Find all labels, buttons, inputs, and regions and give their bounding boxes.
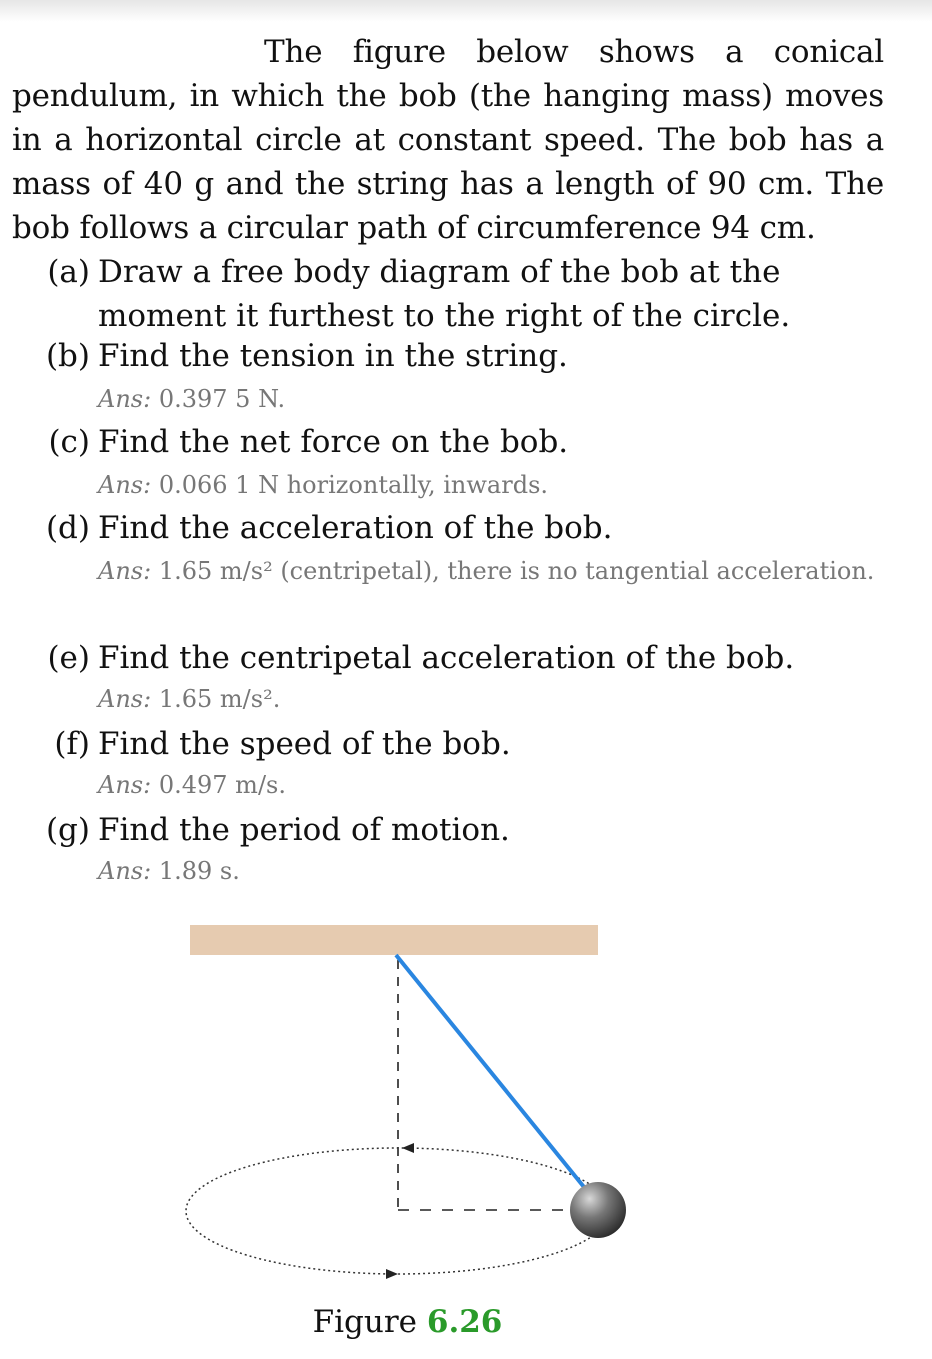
answer-b	[98, 378, 878, 421]
path-arrow-top	[402, 1143, 414, 1153]
part-label: (e)	[47, 640, 90, 676]
answer-value: 0.497 m/s.	[158, 771, 286, 799]
conical-pendulum-figure	[0, 900, 932, 1300]
part-question: Find the net force on the bob.	[98, 424, 569, 460]
answer-label: Ans:	[98, 471, 152, 499]
part-label: (f)	[54, 726, 90, 762]
caption-number: 6.26	[426, 1304, 503, 1340]
path-arrow-bottom	[386, 1269, 398, 1279]
figure-caption	[0, 1304, 815, 1340]
pendulum-string	[396, 955, 588, 1192]
part-question: Find the period of motion.	[98, 812, 510, 848]
part-label: (a)	[47, 254, 90, 290]
answer-e	[98, 678, 878, 721]
part-label: (b)	[45, 338, 90, 374]
answer-value: 0.066 1 N horizontally, inwards.	[158, 471, 549, 499]
part-question: Find the tension in the string.	[98, 338, 568, 374]
part-question: Find the speed of the bob.	[98, 726, 511, 762]
answer-value: 1.65 m/s² (centripetal), there is no tangential acceleration.	[158, 557, 875, 585]
answer-label: Ans:	[98, 771, 152, 799]
answer-g	[98, 850, 878, 893]
part-label: (g)	[45, 812, 90, 848]
answer-value: 0.397 5 N.	[158, 385, 286, 413]
pendulum-bob	[570, 1182, 626, 1238]
problem-intro: The figure below shows a conical pendulum, in which the bob (the hanging mass) moves in a horizontal circle at constant speed. The bob has a mass of 40 g and the string has a length of 90 cm. The bob follows a circular path of circumference 94 cm.	[12, 34, 884, 246]
answer-label: Ans:	[98, 557, 152, 585]
part-question: Draw a free body diagram of the bob at the moment it furthest to the right of the circle.	[98, 254, 791, 334]
answer-label: Ans:	[98, 857, 152, 885]
ceiling-support	[190, 925, 598, 955]
part-label: (d)	[45, 510, 90, 546]
answer-c	[98, 464, 878, 507]
answer-value: 1.65 m/s².	[158, 685, 281, 713]
caption-prefix: Figure	[312, 1304, 418, 1340]
answer-value: 1.89 s.	[158, 857, 240, 885]
part-question: Find the centripetal acceleration of the bob.	[98, 640, 795, 676]
top-shadow	[0, 0, 932, 22]
answer-label: Ans:	[98, 685, 152, 713]
answer-d	[98, 550, 878, 593]
part-question: Find the acceleration of the bob.	[98, 510, 613, 546]
answer-f	[98, 764, 878, 807]
answer-label: Ans:	[98, 385, 152, 413]
part-label: (c)	[48, 424, 90, 460]
